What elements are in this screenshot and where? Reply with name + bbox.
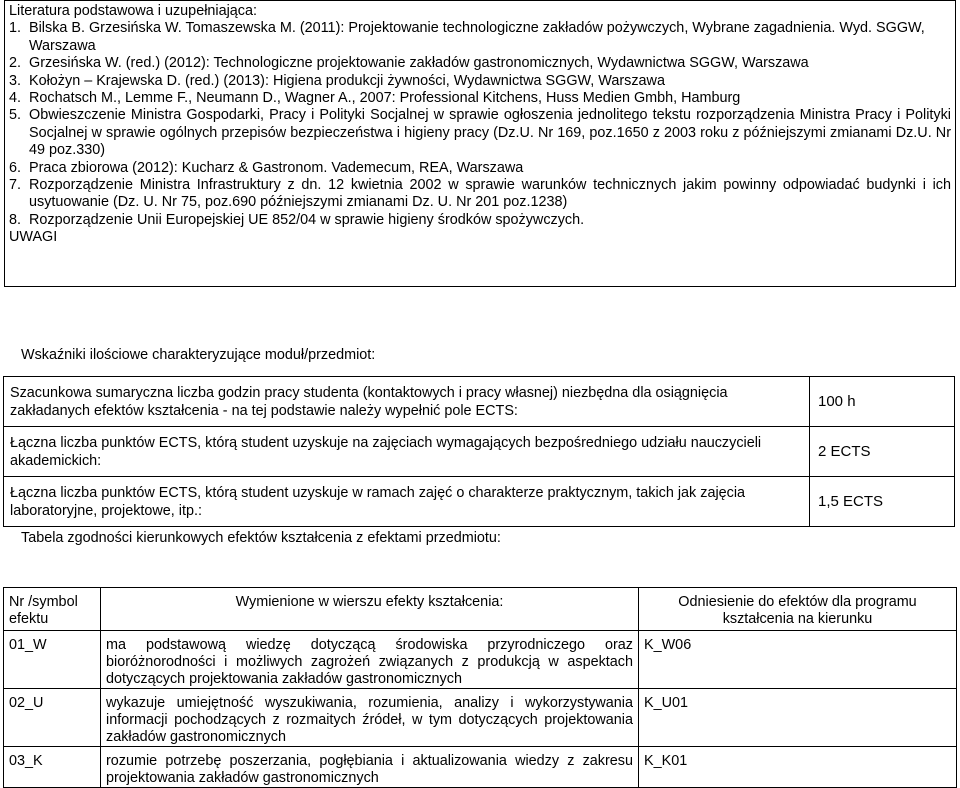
indicator-value: 2 ECTS	[810, 427, 955, 477]
outcome-nr: 03_K	[4, 747, 101, 788]
outcome-nr: 02_U	[4, 689, 101, 747]
literature-item: 6. Praca zbiorowa (2012): Kucharz & Gastronom. Vademecum, REA, Warszawa	[25, 160, 951, 177]
indicator-label: Łączna liczba punktów ECTS, którą student uzyskuje na zajęciach wymagających bezpośredniego udziału nauczycieli akademickich:	[4, 427, 810, 477]
literature-item: 8. Rozporządzenie Unii Europejskiej UE 852/04 w sprawie higieny środków spożywczych.	[25, 212, 951, 229]
outcome-ref: K_K01	[639, 747, 957, 788]
outcomes-table	[3, 587, 957, 788]
table-row	[4, 747, 957, 788]
literature-item: 3. Kołożyn – Krajewska D. (red.) (2013): Higiena produkcji żywności, Wydawnictwa SGGW, Warszawa	[25, 73, 951, 90]
outcome-desc: rozumie potrzebę poszerzania, pogłębiania i aktualizowania wiedzy z zakresu projektowania zakładów gastronomicznych	[101, 747, 639, 788]
table-row	[4, 377, 955, 427]
outcome-nr: 01_W	[4, 631, 101, 689]
literature-list	[9, 20, 951, 229]
indicators-heading: Wskaźniki ilościowe charakteryzujące moduł/przedmiot:	[21, 347, 376, 363]
outcomes-heading: Tabela zgodności kierunkowych efektów kształcenia z efektami przedmiotu:	[21, 530, 501, 546]
literature-heading: Literatura podstawowa i uzupełniająca:	[9, 3, 257, 19]
table-row	[4, 689, 957, 747]
literature-item: 5. Obwieszczenie Ministra Gospodarki, Pracy i Polityki Socjalnej w sprawie ogłoszenia jednolitego tekstu rozporządzenia Ministra Pracy i Polityki Socjalnej w sprawie ogólnych przepisów bezpieczeństwa i higieny pracy (Dz.U. Nr 169, poz.1650 z 2003 roku z późniejszymi zmianami Dz.U. Nr 49 poz.330)	[25, 107, 951, 159]
table-header-row	[4, 588, 957, 631]
literature-item: 7. Rozporządzenie Ministra Infrastruktury z dn. 12 kwietnia 2002 w sprawie warunków technicznych jakim powinny odpowiadać budynki i ich usytuowanie (Dz. U. Nr 75, poz.690 późniejszymi zmianami Dz. U. Nr 201 poz.1238)	[25, 177, 951, 212]
table-row	[4, 477, 955, 527]
column-header-nr: Nr /symbol efektu	[4, 588, 101, 631]
column-header-desc: Wymienione w wierszu efekty kształcenia:	[101, 588, 639, 631]
column-header-ref: Odniesienie do efektów dla programu kształcenia na kierunku	[639, 588, 957, 631]
indicator-value: 1,5 ECTS	[810, 477, 955, 527]
outcome-ref: K_U01	[639, 689, 957, 747]
outcome-desc: ma podstawową wiedzę dotyczącą środowiska przyrodniczego oraz bioróżnorodności i możliwych zagrożeń związanych z produkcją w aspektach dotyczących projektowania zakładów gastronomicznych	[101, 631, 639, 689]
literature-item: 1. Bilska B. Grzesińska W. Tomaszewska M. (2011): Projektowanie technologiczne zakładów pożywczych, Wybrane zagadnienia. Wyd. SGGW, Warszawa	[25, 20, 951, 55]
literature-item: 2. Grzesińska W. (red.) (2012): Technologiczne projektowanie zakładów gastronomicznych, Wydawnictwa SGGW, Warszawa	[25, 55, 951, 72]
table-row	[4, 631, 957, 689]
indicator-value: 100 h	[810, 377, 955, 427]
indicators-table	[3, 376, 955, 527]
table-row	[4, 427, 955, 477]
outcome-ref: K_W06	[639, 631, 957, 689]
remarks-label: UWAGI	[9, 229, 58, 246]
outcome-desc: wykazuje umiejętność wyszukiwania, rozumienia, analizy i wykorzystywania informacji pochodzących z rozmaitych źródeł, w tym dotyczących projektowania zakładów gastronomicznych	[101, 689, 639, 747]
indicator-label: Szacunkowa sumaryczna liczba godzin pracy studenta (kontaktowych i pracy własnej) niezbędna dla osiągnięcia zakładanych efektów kształcenia - na tej podstawie należy wypełnić pole ECTS:	[4, 377, 810, 427]
indicator-label: Łączna liczba punktów ECTS, którą student uzyskuje w ramach zajęć o charakterze praktycznym, takich jak zajęcia laboratoryjne, projektowe, itp.:	[4, 477, 810, 527]
literature-item: 4. Rochatsch M., Lemme F., Neumann D., Wagner A., 2007: Professional Kitchens, Huss Medien Gmbh, Hamburg	[25, 90, 951, 107]
literature-box	[4, 0, 956, 287]
